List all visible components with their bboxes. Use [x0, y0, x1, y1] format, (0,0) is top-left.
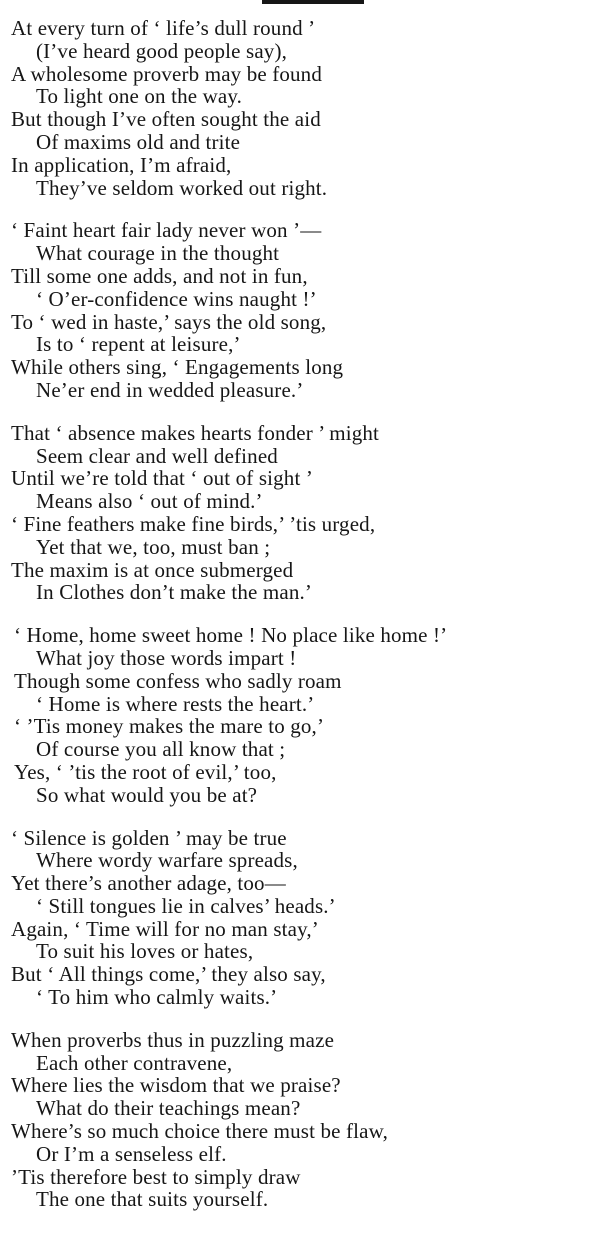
poem-line: Though some confess who sadly roam: [14, 668, 342, 693]
poem-line: ‘ Faint heart fair lady never won ’—: [11, 218, 322, 243]
poem-line: Means also ‘ out of mind.’: [36, 489, 263, 514]
stanza-2: [0, 219, 592, 401]
poem-line: Yes, ‘ ’tis the root of evil,’ too,: [14, 759, 277, 784]
poem-line: To suit his loves or hates,: [36, 939, 254, 964]
top-rule: [262, 0, 364, 4]
poem-line: (I’ve heard good people say),: [36, 38, 287, 63]
poem-line: ‘ O’er-confidence wins naught !’: [36, 286, 317, 311]
poem-line: Is to ‘ repent at leisure,’: [36, 332, 241, 357]
poem-line: The maxim is at once submerged: [11, 557, 294, 582]
poem-line: Where’s so much choice there must be flaw,: [11, 1119, 388, 1144]
poem-line: ‘ Still tongues lie in calves’ heads.’: [36, 893, 336, 918]
stanza-4: [0, 624, 592, 806]
poem-line: So what would you be at?: [36, 782, 258, 807]
poem-line: They’ve seldom worked out right.: [36, 175, 328, 200]
poem-line: ‘ Home, home sweet home ! No place like home !’: [14, 623, 448, 648]
poem-line: Again, ‘ Time will for no man stay,’: [11, 916, 319, 941]
poem-line: To ‘ wed in haste,’ says the old song,: [11, 309, 327, 334]
poem-line: Till some one adds, and not in fun,: [11, 263, 308, 288]
poem-line: ‘ Silence is golden ’ may be true: [11, 825, 287, 850]
poem-line: What courage in the thought: [36, 241, 280, 266]
poem-line: But ‘ All things come,’ they also say,: [11, 962, 326, 987]
poem-line: Of course you all know that ;: [36, 737, 286, 762]
poem-line: Each other contravene,: [36, 1050, 233, 1075]
poem-line: Yet there’s another adage, too—: [11, 871, 286, 896]
poem-line: What joy those words impart !: [36, 645, 297, 670]
poem-line: A wholesome proverb may be found: [11, 61, 322, 86]
poem-line: That ‘ absence makes hearts fonder ’ might: [11, 420, 380, 445]
poem-line: ‘ To him who calmly waits.’: [36, 985, 278, 1010]
poem-line: Until we’re told that ‘ out of sight ’: [11, 466, 313, 491]
poem-line: ‘ Fine feathers make fine birds,’ ’tis urged,: [11, 511, 376, 536]
poem-line: Of maxims old and trite: [36, 129, 241, 154]
poem-line: What do their teachings mean?: [36, 1096, 301, 1121]
poem-line: ‘ Home is where rests the heart.’: [36, 691, 315, 716]
stanza-1: [0, 17, 592, 199]
poem-line: When proverbs thus in puzzling maze: [11, 1027, 335, 1052]
stanza-5: [0, 827, 592, 1009]
stanza-3: [0, 422, 592, 604]
poem-line: In application, I’m afraid,: [11, 152, 232, 177]
poem-line: ‘ ’Tis money makes the mare to go,’: [14, 714, 325, 739]
poem-line: Yet that we, too, must ban ;: [36, 534, 271, 559]
poem-line: Ne’er end in wedded pleasure.’: [36, 377, 304, 402]
poem-line: At every turn of ‘ life’s dull round ’: [11, 16, 316, 40]
poem-line: In Clothes don’t make the man.’: [36, 580, 313, 605]
poem-line: But though I’ve often sought the aid: [11, 107, 321, 132]
poem-line: Seem clear and well defined: [36, 443, 278, 468]
poem-line: The one that suits yourself.: [36, 1187, 269, 1212]
poem: [0, 17, 592, 1211]
poem-line: Where wordy warfare spreads,: [36, 848, 298, 873]
poem-line: While others sing, ‘ Engagements long: [11, 355, 344, 380]
poem-line: Or I’m a senseless elf.: [36, 1141, 227, 1166]
poem-line: Where lies the wisdom that we praise?: [11, 1073, 341, 1098]
poem-line: To light one on the way.: [36, 84, 243, 109]
poem-line: ’Tis therefore best to simply draw: [11, 1164, 301, 1189]
stanza-6: [0, 1029, 592, 1211]
